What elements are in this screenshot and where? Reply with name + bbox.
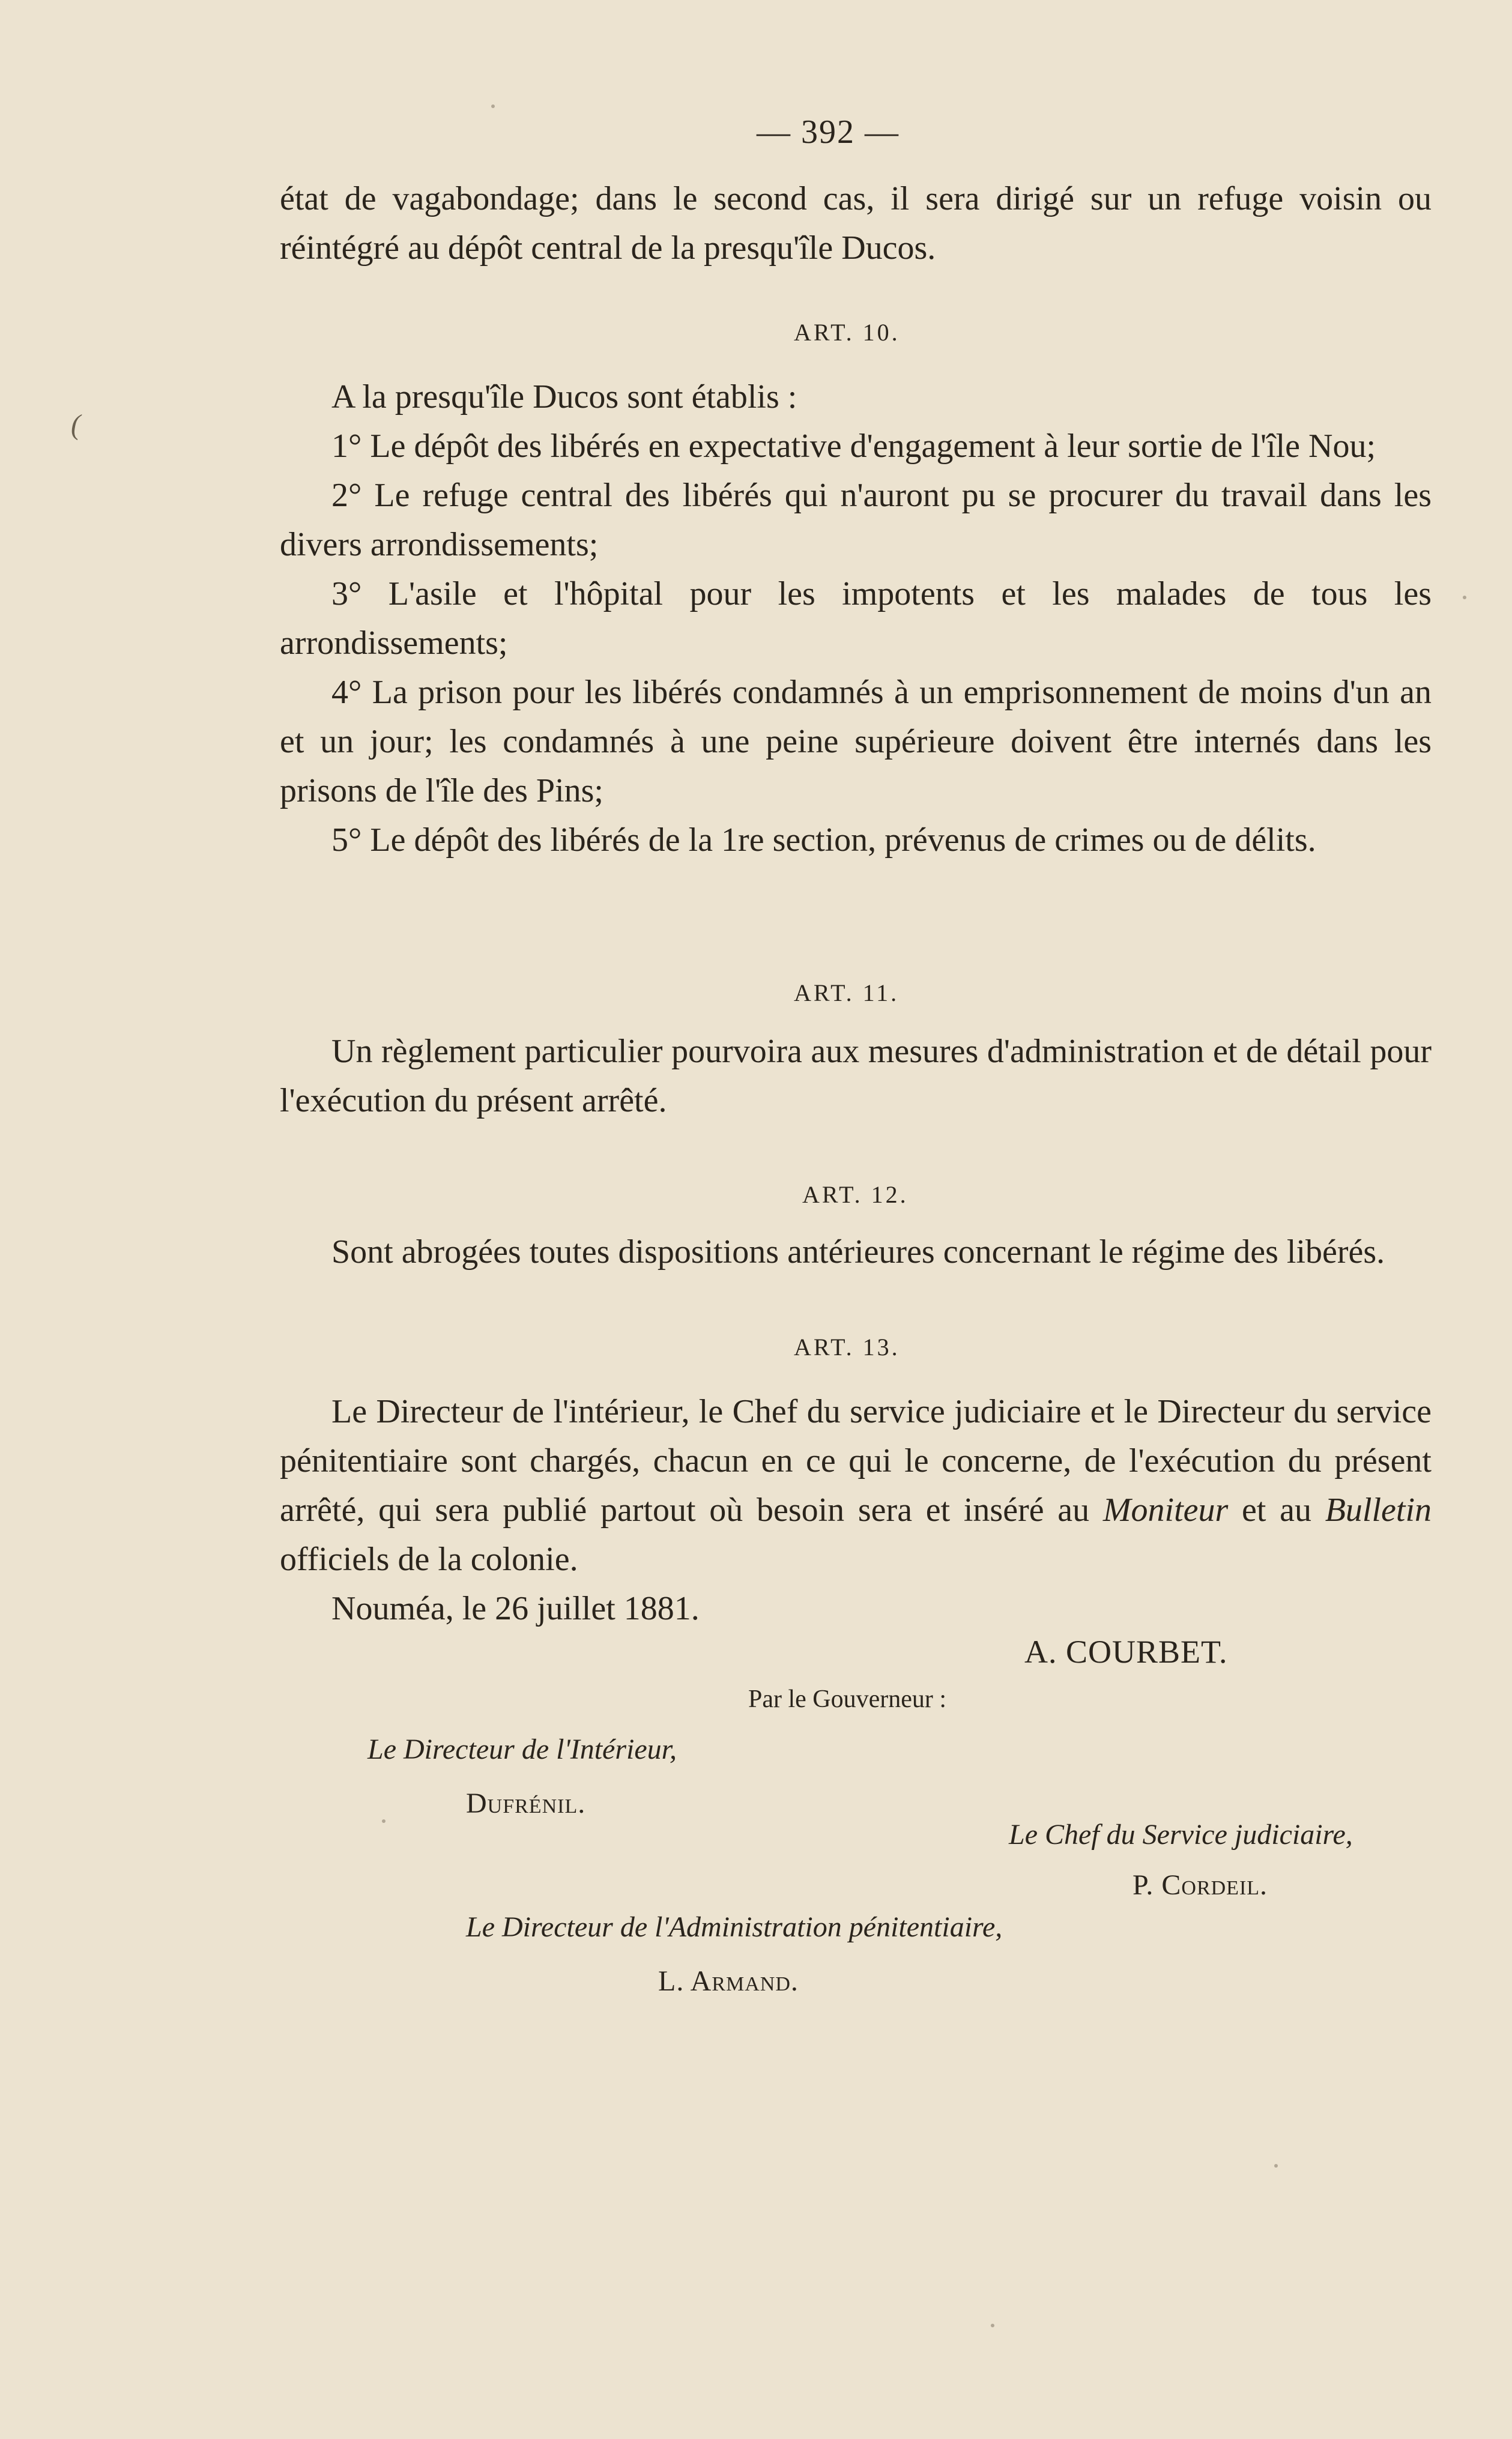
moniteur-title: Moniteur (1102, 1492, 1229, 1529)
interior-director-name: Dufrénil. (466, 1788, 586, 1819)
page-number: — 392 — (757, 113, 900, 151)
art-10-lead: A la presqu'île Ducos sont établis : (331, 378, 797, 416)
interior-director-title: Le Directeur de l'Intérieur, (367, 1733, 677, 1765)
art-13-text-after: officiels de la colonie. (280, 1541, 578, 1578)
paper-speck (1463, 596, 1466, 599)
art-10-item: 3° L'asile et l'hôpital pour les impotents et les malades de tous les arrondissements; (280, 575, 1432, 662)
art-10-body (280, 372, 1432, 865)
art-10-heading: ART. 10. (794, 319, 900, 346)
art-10-item: 1° Le dépôt des libérés en expectative d'engagement à leur sortie de l'île Nou; (331, 428, 1376, 465)
art-10-item: 2° Le refuge central des libérés qui n'auront pu se procurer du travail dans les divers arrondissements; (280, 477, 1432, 563)
art-10-item: 5° Le dépôt des libérés de la 1re section, prévenus de crimes ou de délits. (331, 821, 1316, 859)
art-11-heading: ART. 11. (794, 979, 900, 1006)
paper-speck (491, 104, 495, 108)
art-13-body (280, 1387, 1432, 1633)
par-le-gouverneur: Par le Gouverneur : (748, 1685, 947, 1713)
governor-signature: A. COURBET. (1024, 1634, 1228, 1670)
art-13-heading: ART. 13. (794, 1334, 900, 1361)
intro-paragraph (280, 174, 1432, 273)
intro-text: état de vagabondage; dans le second cas, il sera dirigé sur un refuge voisin ou réintégré au dépôt central de la presqu'île Ducos. (280, 180, 1432, 267)
penitentiary-director-name: L. Armand. (658, 1965, 799, 1997)
art-13-text-mid: et au (1228, 1492, 1325, 1529)
margin-pencil-mark: ( (71, 409, 80, 441)
art-11-body (280, 1027, 1432, 1125)
paper-speck (991, 2324, 994, 2327)
judiciary-chief-name: P. Cordeil. (1132, 1869, 1268, 1901)
paper-speck (1274, 2164, 1278, 2168)
art-10-item: 4° La prison pour les libérés condamnés à un emprisonnement de moins d'un an et un jour; les condamnés à une peine supérieure doivent être internés dans les prisons de l'île des Pins; (280, 674, 1432, 809)
bulletin-title: Bulletin (1325, 1492, 1432, 1529)
art-12-body (280, 1227, 1432, 1277)
date-line: Nouméa, le 26 juillet 1881. (331, 1590, 700, 1627)
penitentiary-director-title: Le Directeur de l'Administration pénitentiaire, (466, 1911, 1003, 1943)
art-11-text: Un règlement particulier pourvoira aux mesures d'administration et de détail pour l'exécution du présent arrêté. (280, 1033, 1432, 1119)
art-13-text-before: Le Directeur de l'intérieur, le Chef du service judiciaire et le Directeur du service pénitentiaire sont chargés, chacun en ce qui le concerne, de l'exécution du présent arrêté, qui sera publié partout où besoin sera et inséré au (280, 1393, 1432, 1529)
art-12-text: Sont abrogées toutes dispositions antérieures concernant le régime des libérés. (331, 1233, 1385, 1271)
art-12-heading: ART. 12. (802, 1181, 909, 1208)
art-13-text (280, 1387, 1432, 1584)
judiciary-chief-title: Le Chef du Service judiciaire, (1009, 1819, 1353, 1851)
paper-speck (382, 1819, 386, 1823)
